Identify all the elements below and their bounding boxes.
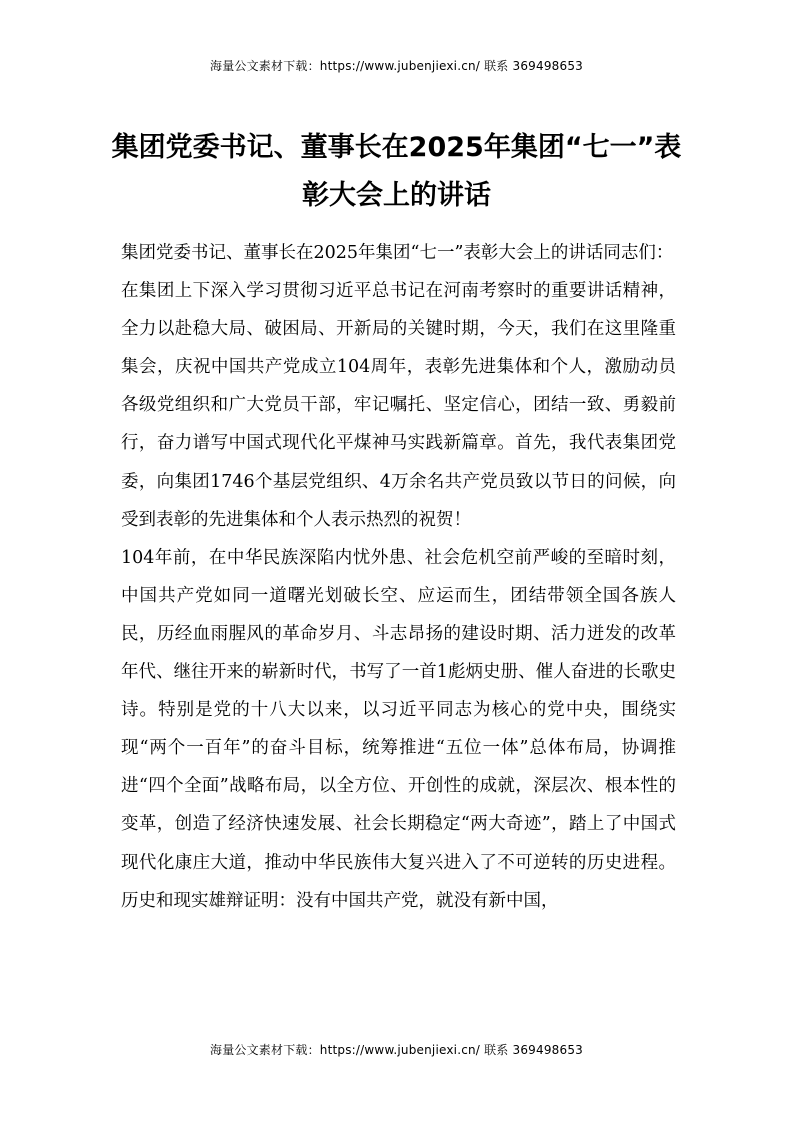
document-body (121, 234, 676, 920)
page-header: 海量公文素材下载：https://www.jubenjiexi.cn/ 联系 369498653 (210, 59, 583, 73)
salutation-paragraph: 集团党委书记、董事长在2025年集团“七一”表彰大会上的讲话同志们： (121, 243, 674, 263)
document-title: 集团党委书记、董事长在2025年集团“七一”表彰大会上的讲话 (111, 132, 682, 211)
body-paragraph: 在集团上下深入学习贯彻习近平总书记在河南考察时的重要讲话精神，全力以赴稳大局、破困局、开新局的关键时期，今天，我们在这里隆重集会，庆祝中国共产党成立104周年，表彰先进集体和个人，激励动员各级党组织和广大党员干部，牢记嘱托、坚定信心，团结一致、勇毅前行，奋力谱写中国式现代化平煤神马实践新篇章。首先，我代表集团党委，向集团1746个基层党组织、4万余名共产党员致以节日的问候，向受到表彰的先进集体和个人表示热烈的祝贺！ (121, 281, 676, 530)
body-paragraph: 104年前，在中华民族深陷内忧外患、社会危机空前严峻的至暗时刻，中国共产党如同一道曙光划破长空、应运而生，团结带领全国各族人民，历经血雨腥风的革命岁月、斗志昂扬的建设时期、活力迸发的改革年代、继往开来的崭新时代，书写了一首1彪炳史册、催人奋进的长歌史诗。特别是党的十八大以来，以习近平同志为核心的党中央，围绕实现“两个一百年”的奋斗目标，统筹推进“五位一体”总体布局，协调推进“四个全面”战略布局，以全方位、开创性的成就，深层次、根本性的变革，创造了经济快速发展、社会长期稳定“两大奇迹”，踏上了中国式现代化康庄大道，推动中华民族伟大复兴进入了不可逆转的历史进程。历史和现实雄辩证明：没有中国共产党，就没有新中国， (121, 547, 676, 911)
page-footer: 海量公文素材下载：https://www.jubenjiexi.cn/ 联系 369498653 (210, 1043, 583, 1057)
